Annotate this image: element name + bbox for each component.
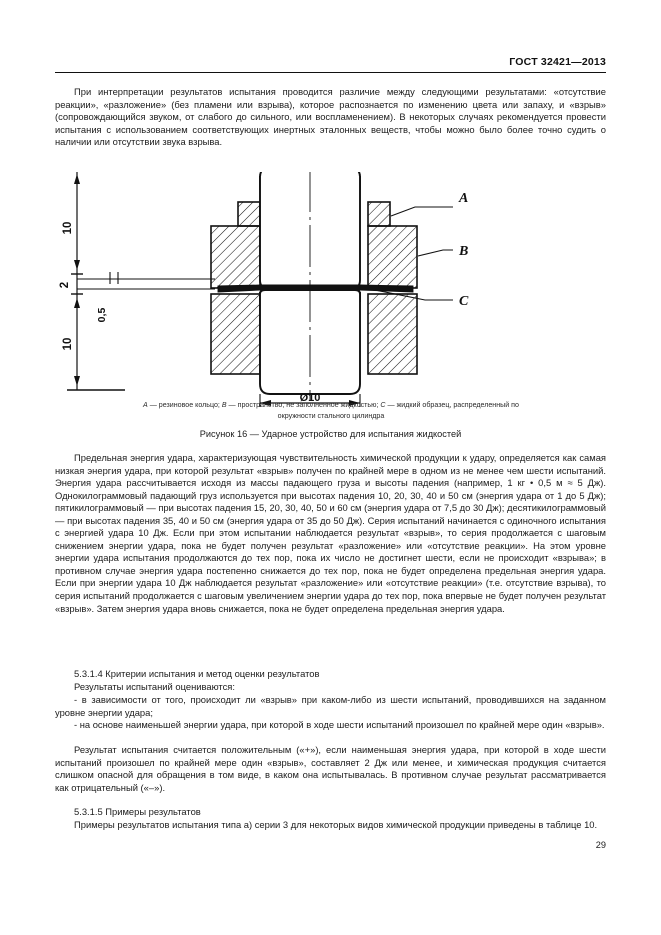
impact-device-drawing <box>55 172 606 407</box>
legend-line-2: окружности стального цилиндра <box>277 411 385 420</box>
dim-label-gap-upper: 2 <box>59 281 71 289</box>
paragraph-positive-result: Результат испытания считается положительным («+»), если наименьшая энергия удара, при которой в ходе шести испытаний произошел по крайней мере один «взрыв», составляет 2 Дж или менее, и химическая продукция считается слишком опасной для обращения в том виде, в каком она испытывалась. В противном случае результат рассматривается как отрицательный («–»). <box>55 744 606 793</box>
legend-text-a: — резиновое кольцо; <box>147 401 222 409</box>
callout-label-b: B <box>459 244 469 259</box>
paragraph-bullet-1: - в зависимости от того, происходит ли «взрыв» при каком-либо из шести испытаний, проводившихся на заданном уровне энергии удара; <box>55 694 606 718</box>
legend-key-c: C <box>380 401 386 409</box>
steel-block-lower-left <box>211 294 260 374</box>
dim-arrow-top <box>74 174 80 184</box>
figure-16 <box>55 172 606 452</box>
dim-label-bottom-height: 10 <box>62 337 74 351</box>
dim-label-gap-lower: 0,5 <box>96 307 108 323</box>
page-number: 29 <box>595 840 606 850</box>
dim-label-diameter: Ø10 <box>299 392 321 404</box>
paragraph-examples: Примеры результатов испытания типа а) серии 3 для некоторых видов химической продукции приведены в таблице 10. <box>74 819 598 830</box>
steel-block-upper-right <box>368 226 417 288</box>
legend-text-b: — пространство, не заполненное жидкостью; <box>226 401 381 409</box>
paragraph-results-lead: Результаты испытаний оцениваются: <box>74 681 235 692</box>
steel-collar-upper-right <box>368 202 390 226</box>
steel-block-upper-left <box>211 226 260 288</box>
paragraph-bullet-2: - на основе наименьшей энергии удара, при которой в ходе шести испытаний произошел по крайней мере один «взрыв». <box>74 719 605 730</box>
callout-leader-b <box>418 250 453 256</box>
figure-legend <box>61 400 601 421</box>
callout-label-c: C <box>459 294 469 309</box>
legend-key-b: B <box>221 401 227 409</box>
dim-arrow-top-lower <box>74 260 80 270</box>
section-heading-5-3-1-4: 5.3.1.4 Критерии испытания и метод оценки результатов <box>74 668 320 679</box>
callout-leader-a <box>391 207 453 216</box>
paragraph-intro: При интерпретации результатов испытания проводится различие между следующими результатами: «отсутствие реакции», «разложение» (без пламени или взрыва), которое распознается по изменению цвета или запаху, и «взрыв» (сопровождающийся звуком, от слабого до сильного, или воспламенением). В некоторых случаях рекомендуется провести испытания с использованием соответствующих инертных эталонных веществ, чтобы можно было более точно судить о наличии или отсутствии звука взрыва. <box>55 86 606 148</box>
section-heading-5-3-1-5: 5.3.1.5 Примеры результатов <box>74 806 201 817</box>
callout-label-a: A <box>459 191 469 206</box>
dim-arrow-bottom-upper <box>74 298 80 308</box>
steel-collar-upper-left <box>238 202 260 226</box>
dim-label-top-height: 10 <box>62 221 74 235</box>
steel-block-lower-right <box>368 294 417 374</box>
header-divider <box>55 72 606 73</box>
legend-text-c: — жидкий образец, распределенный по <box>385 401 519 409</box>
paragraph-limit-energy: Предельная энергия удара, характеризующая чувствительность химической продукции к удару, определяется как самая низкая энергия удара, при которой результат «взрыв» получен по крайней мере в одном из не менее чем шести испытаний. Энергия удара рассчитывается исходя из массы падающего груза и высоты падения (например, 1 кг • 0,5 м ≈ 5 Дж). Однокилограммовый падающий груз используется при высотах падения 10, 20, 30, 40 и 50 см (энергия удара от 1 до 5 Дж); пятикилограммовый — при высотах падения 15, 20, 30, 40, 50 и 60 см (энергия удара от 7,5 до 30 Дж); десятикилограммовый — при высотах падения 35, 40 и 50 см (энергия удара от 35 до 50 Дж). Серия испытаний начинается с одиночного испытания с энергией удара 10 Дж. Если при этом испытании наблюдается результат «взрыв», то серия продолжается с шаговым снижением энергии удара, пока не будет получен результат «разложение» или «отсутствие реакции». На этом уровне энергии удара испытания продолжаются до тех пор, пока их число не достигнет шести, если не происходит «взрыва»; в противном случае энергия удара постепенно снижается до тех пор, пока не будет определена предельная энергия удара. Если при энергии удара 10 Дж наблюдается результат «разложение» или «отсутствие реакции» (т.е. отсутствие взрыва), то серия испытаний продолжается с шаговым увеличением энергии удара до тех пор, пока впервые не будет получен результат «взрыв». Затем энергия удара вновь снижается, пока не будет определена предельная энергия удара. <box>55 452 606 614</box>
dim-arrow-bottom <box>74 376 80 386</box>
legend-key-a: A <box>143 401 148 409</box>
standard-header: ГОСТ 32421—2013 <box>509 56 606 68</box>
figure-caption: Рисунок 16 — Ударное устройство для испытания жидкостей <box>199 429 462 439</box>
